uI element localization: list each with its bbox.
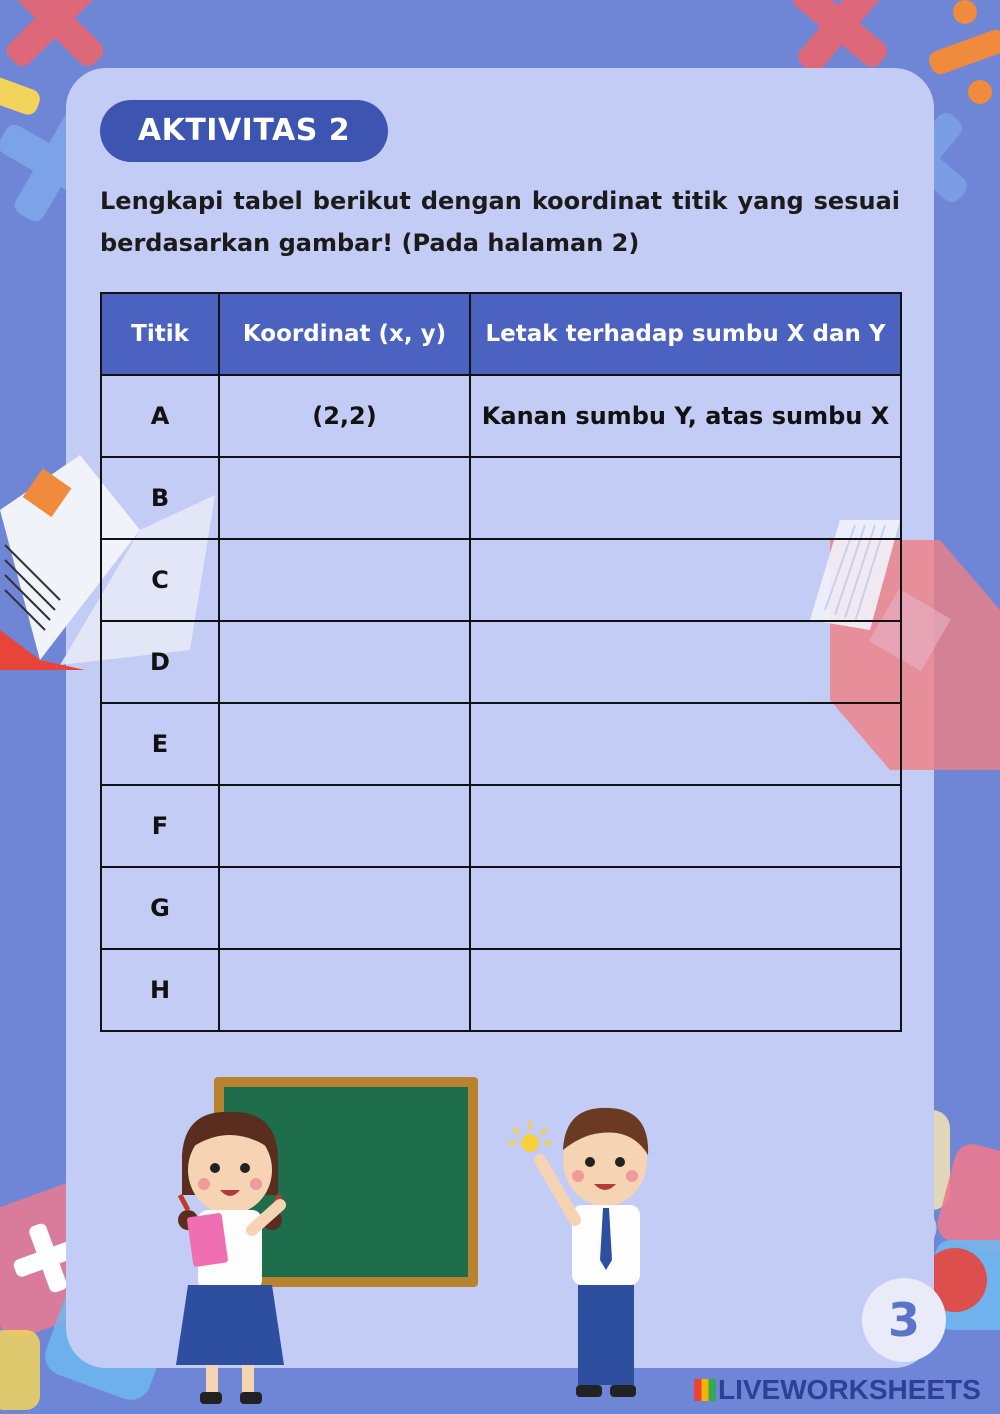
letak-input[interactable]	[470, 539, 901, 621]
titik-cell: F	[101, 785, 219, 867]
koordinat-input[interactable]	[219, 457, 470, 539]
girl-student	[160, 1110, 300, 1410]
header-koordinat: Koordinat (x, y)	[219, 293, 470, 375]
table-row	[101, 949, 901, 1031]
letak-input[interactable]	[470, 785, 901, 867]
boy-student	[520, 1100, 670, 1410]
koordinat-input[interactable]	[219, 539, 470, 621]
table-row	[101, 621, 901, 703]
koordinat-input[interactable]	[219, 785, 470, 867]
table-row	[101, 375, 901, 457]
header-titik: Titik	[101, 293, 219, 375]
koordinat-input[interactable]: (2,2)	[219, 375, 470, 457]
titik-cell: G	[101, 867, 219, 949]
letak-input[interactable]	[470, 949, 901, 1031]
koordinat-input[interactable]	[219, 703, 470, 785]
titik-cell: A	[101, 375, 219, 457]
titik-cell: C	[101, 539, 219, 621]
titik-cell: B	[101, 457, 219, 539]
letak-input[interactable]: Kanan sumbu Y, atas sumbu X	[470, 375, 901, 457]
koordinat-input[interactable]	[219, 621, 470, 703]
titik-cell: H	[101, 949, 219, 1031]
activity-title: AKTIVITAS 2	[100, 100, 388, 162]
koordinat-input[interactable]	[219, 867, 470, 949]
table-header-row	[101, 293, 901, 375]
letak-input[interactable]	[470, 457, 901, 539]
table-row	[101, 703, 901, 785]
letak-input[interactable]	[470, 621, 901, 703]
titik-cell: D	[101, 621, 219, 703]
table-row	[101, 785, 901, 867]
koordinat-input[interactable]	[219, 949, 470, 1031]
instruction-text: Lengkapi tabel berikut dengan koordinat titik yang sesuai berdasarkan gambar! (Pada halaman 2)	[100, 187, 900, 257]
titik-cell: E	[101, 703, 219, 785]
brand-name: LIVEWORKSHEETS	[718, 1374, 981, 1405]
coordinates-table	[100, 292, 902, 1032]
page-number: 3	[862, 1278, 946, 1362]
table-row	[101, 867, 901, 949]
table-row	[101, 539, 901, 621]
letak-input[interactable]	[470, 867, 901, 949]
table-row	[101, 457, 901, 539]
header-letak: Letak terhadap sumbu X dan Y	[470, 293, 901, 375]
liveworksheets-logo[interactable]	[694, 1372, 994, 1408]
liveworksheets-mark-icon	[694, 1379, 716, 1401]
letak-input[interactable]	[470, 703, 901, 785]
